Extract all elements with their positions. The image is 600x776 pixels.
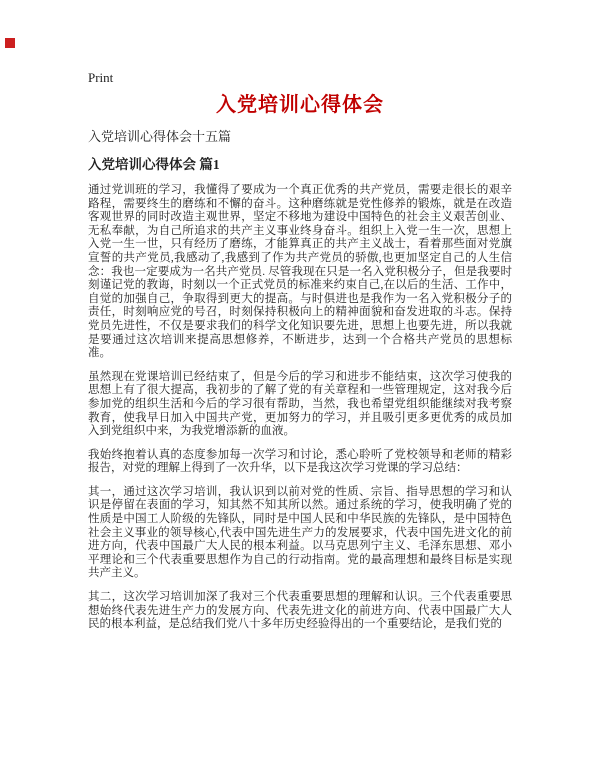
body-paragraph: 虽然现在党课培训已经结束了，但是今后的学习和进步不能结束，这次学习使我的思想上有了很大提高，我初步的了解了党的有关章程和一些管理规定，这对我今后参加党的组织生活和今后的学习很有帮助，当然，我也希望党组织能继续对我考察教育，使我早日加入中国共产党，更加努力的学习，并且吸引更多更优秀的成员加入到党组织中来，为我党增添新的血液。 — [88, 370, 512, 438]
body-paragraph: 其二，这次学习培训加深了我对三个代表重要思想的理解和认识。三个代表重要思想始终代表先进生产力的发展方向、代表先进文化的前进方向、代表中国最广大人民的根本利益，是总结我们党八十多年历史经验得出的一个重要结论，是我们党的 — [88, 591, 512, 631]
article-subtitle: 入党培训心得体会十五篇 — [88, 129, 232, 144]
body-paragraph: 通过党训班的学习，我懂得了要成为一个真正优秀的共产党员，需要走很长的艰辛路程，需要终生的磨练和不懈的奋斗。这种磨练就是党性修养的锻炼，就是在改造客观世界的同时改造主观世界，坚定不移地为建设中国特色的社会主义艰苦创业、无私奉献，为自己所追求的共产主义事业终身奋斗。组织上入党一生一次，思想上入党一生一世，只有经历了磨练，才能算真正的共产主义战士，看着那些面对党旗宣誓的共产党员,我感动了,我感到了作为共产党员的骄傲,也更加坚定自己的人生信念：我也一定要成为一名共产党员. 尽管我现在只是一名入党积极分子，但是我要时刻谨记党的教诲，时刻以一个正式党员的标准来约束自己,在以后的生活、工作中，自觉的加强自己，争取得到更大的提高。与时俱进也是我作为一名入党积极分子的责任，时刻响应党的号召，时刻保持积极向上的精神面貌和奋发进取的斗志。保持党员先进性，不仅是要求我们的科学文化知识要先进，思想上也要先进，所以我就是要通过这次培训来提高思想修养，不断进步，达到一个合格共产党员的思想标准。 — [88, 184, 512, 360]
page-title: 入党培训心得体会 — [216, 94, 384, 116]
body-paragraph: 其一，通过这次学习培训，我认识到以前对党的性质、宗旨、指导思想的学习和认识是停留在表面的学习，知其然不知其所以然。通过系统的学习，使我明确了党的性质是中国工人阶级的先锋队，同时是中国人民和中华民族的先锋队，是中国特色社会主义事业的领导核心,代表中国先进生产力的发展要求，代表中国先进文化的前进方向，代表中国最广大人民的根本利益。以马克思列宁主义、毛泽东思想、邓小平理论和三个代表重要思想作为自己的行动指南。党的最高理想和最终目标是实现共产主义。 — [88, 485, 512, 580]
article-content — [88, 93, 512, 642]
body-paragraph: 我始终抱着认真的态度参加每一次学习和讨论，悉心聆听了党校领导和老师的精彩报告，对党的理解上得到了一次升华，以下是我这次学习党课的学习总结： — [88, 448, 512, 475]
print-link[interactable]: Print — [88, 70, 114, 85]
section-heading: 入党培训心得体会 篇1 — [88, 157, 220, 172]
red-square-icon — [5, 38, 15, 48]
